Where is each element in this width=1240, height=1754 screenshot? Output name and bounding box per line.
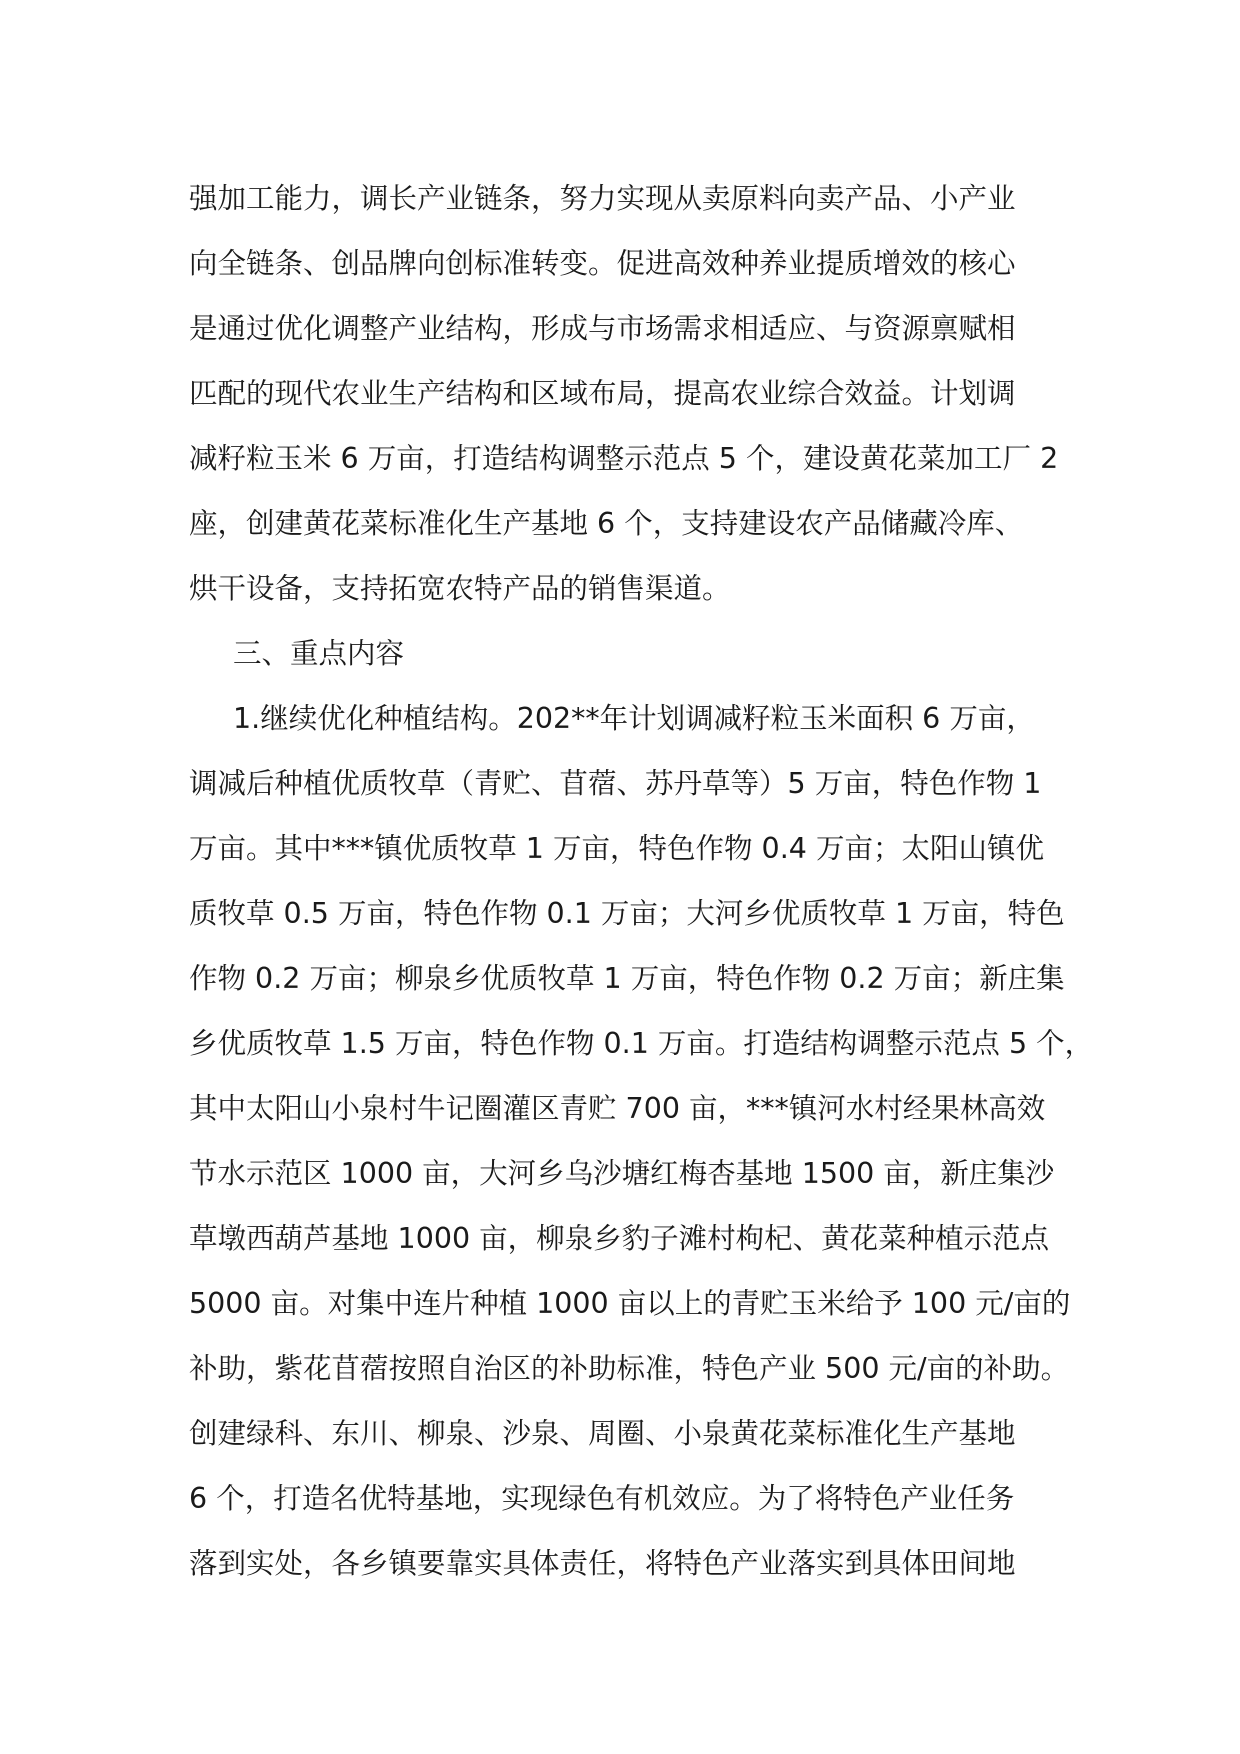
paragraph-line: 其中太阳山小泉村牛记圈灌区青贮 700 亩，***镇河水村经果林高效 bbox=[189, 1092, 1046, 1125]
paragraph-line: 强加工能力，调长产业链条，努力实现从卖原料向卖产品、小产业 bbox=[189, 182, 1016, 215]
paragraph-line: 补助，紫花苜蓿按照自治区的补助标准，特色产业 500 元/亩的补助。 bbox=[189, 1352, 1070, 1385]
paragraph-line: 6 个，打造名优特基地，实现绿色有机效应。为了将特色产业任务 bbox=[189, 1482, 1015, 1515]
document-body bbox=[189, 166, 1094, 1596]
paragraph-line: 是通过优化调整产业结构，形成与市场需求相适应、与资源禀赋相 bbox=[189, 312, 1016, 345]
paragraph-line: 质牧草 0.5 万亩，特色作物 0.1 万亩；大河乡优质牧草 1 万亩，特色 bbox=[189, 897, 1065, 930]
paragraph-line: 向全链条、创品牌向创标准转变。促进高效种养业提质增效的核心 bbox=[189, 247, 1016, 280]
paragraph-line: 5000 亩。对集中连片种植 1000 亩以上的青贮玉米给予 100 元/亩的 bbox=[189, 1287, 1071, 1320]
paragraph-line: 减籽粒玉米 6 万亩，打造结构调整示范点 5 个，建设黄花菜加工厂 2 bbox=[189, 442, 1059, 475]
paragraph-line: 节水示范区 1000 亩，大河乡乌沙塘红梅杏基地 1500 亩，新庄集沙 bbox=[189, 1157, 1055, 1190]
paragraph-line: 乡优质牧草 1.5 万亩，特色作物 0.1 万亩。打造结构调整示范点 5 个， bbox=[189, 1027, 1094, 1060]
paragraph-line: 草墩西葫芦基地 1000 亩，柳泉乡豹子滩村枸杞、黄花菜种植示范点 bbox=[189, 1222, 1050, 1255]
paragraph-line: 调减后种植优质牧草（青贮、苜蓿、苏丹草等）5 万亩，特色作物 1 bbox=[189, 767, 1042, 800]
paragraph-line: 落到实处，各乡镇要靠实具体责任，将特色产业落实到具体田间地 bbox=[189, 1547, 1016, 1580]
paragraph-line: 1.继续优化种植结构。202**年计划调减籽粒玉米面积 6 万亩， bbox=[233, 702, 1035, 735]
paragraph-line: 创建绿科、东川、柳泉、沙泉、周圈、小泉黄花菜标准化生产基地 bbox=[189, 1417, 1016, 1450]
paragraph-line: 匹配的现代农业生产结构和区域布局，提高农业综合效益。计划调 bbox=[189, 377, 1016, 410]
paragraph-line: 作物 0.2 万亩；柳泉乡优质牧草 1 万亩，特色作物 0.2 万亩；新庄集 bbox=[189, 962, 1065, 995]
paragraph-line: 烘干设备，支持拓宽农特产品的销售渠道。 bbox=[189, 572, 731, 605]
paragraph-line: 座，创建黄花菜标准化生产基地 6 个，支持建设农产品储藏冷库、 bbox=[189, 507, 1024, 540]
paragraph-line: 万亩。其中***镇优质牧草 1 万亩，特色作物 0.4 万亩；太阳山镇优 bbox=[189, 832, 1044, 865]
section-heading: 三、重点内容 bbox=[233, 637, 405, 670]
